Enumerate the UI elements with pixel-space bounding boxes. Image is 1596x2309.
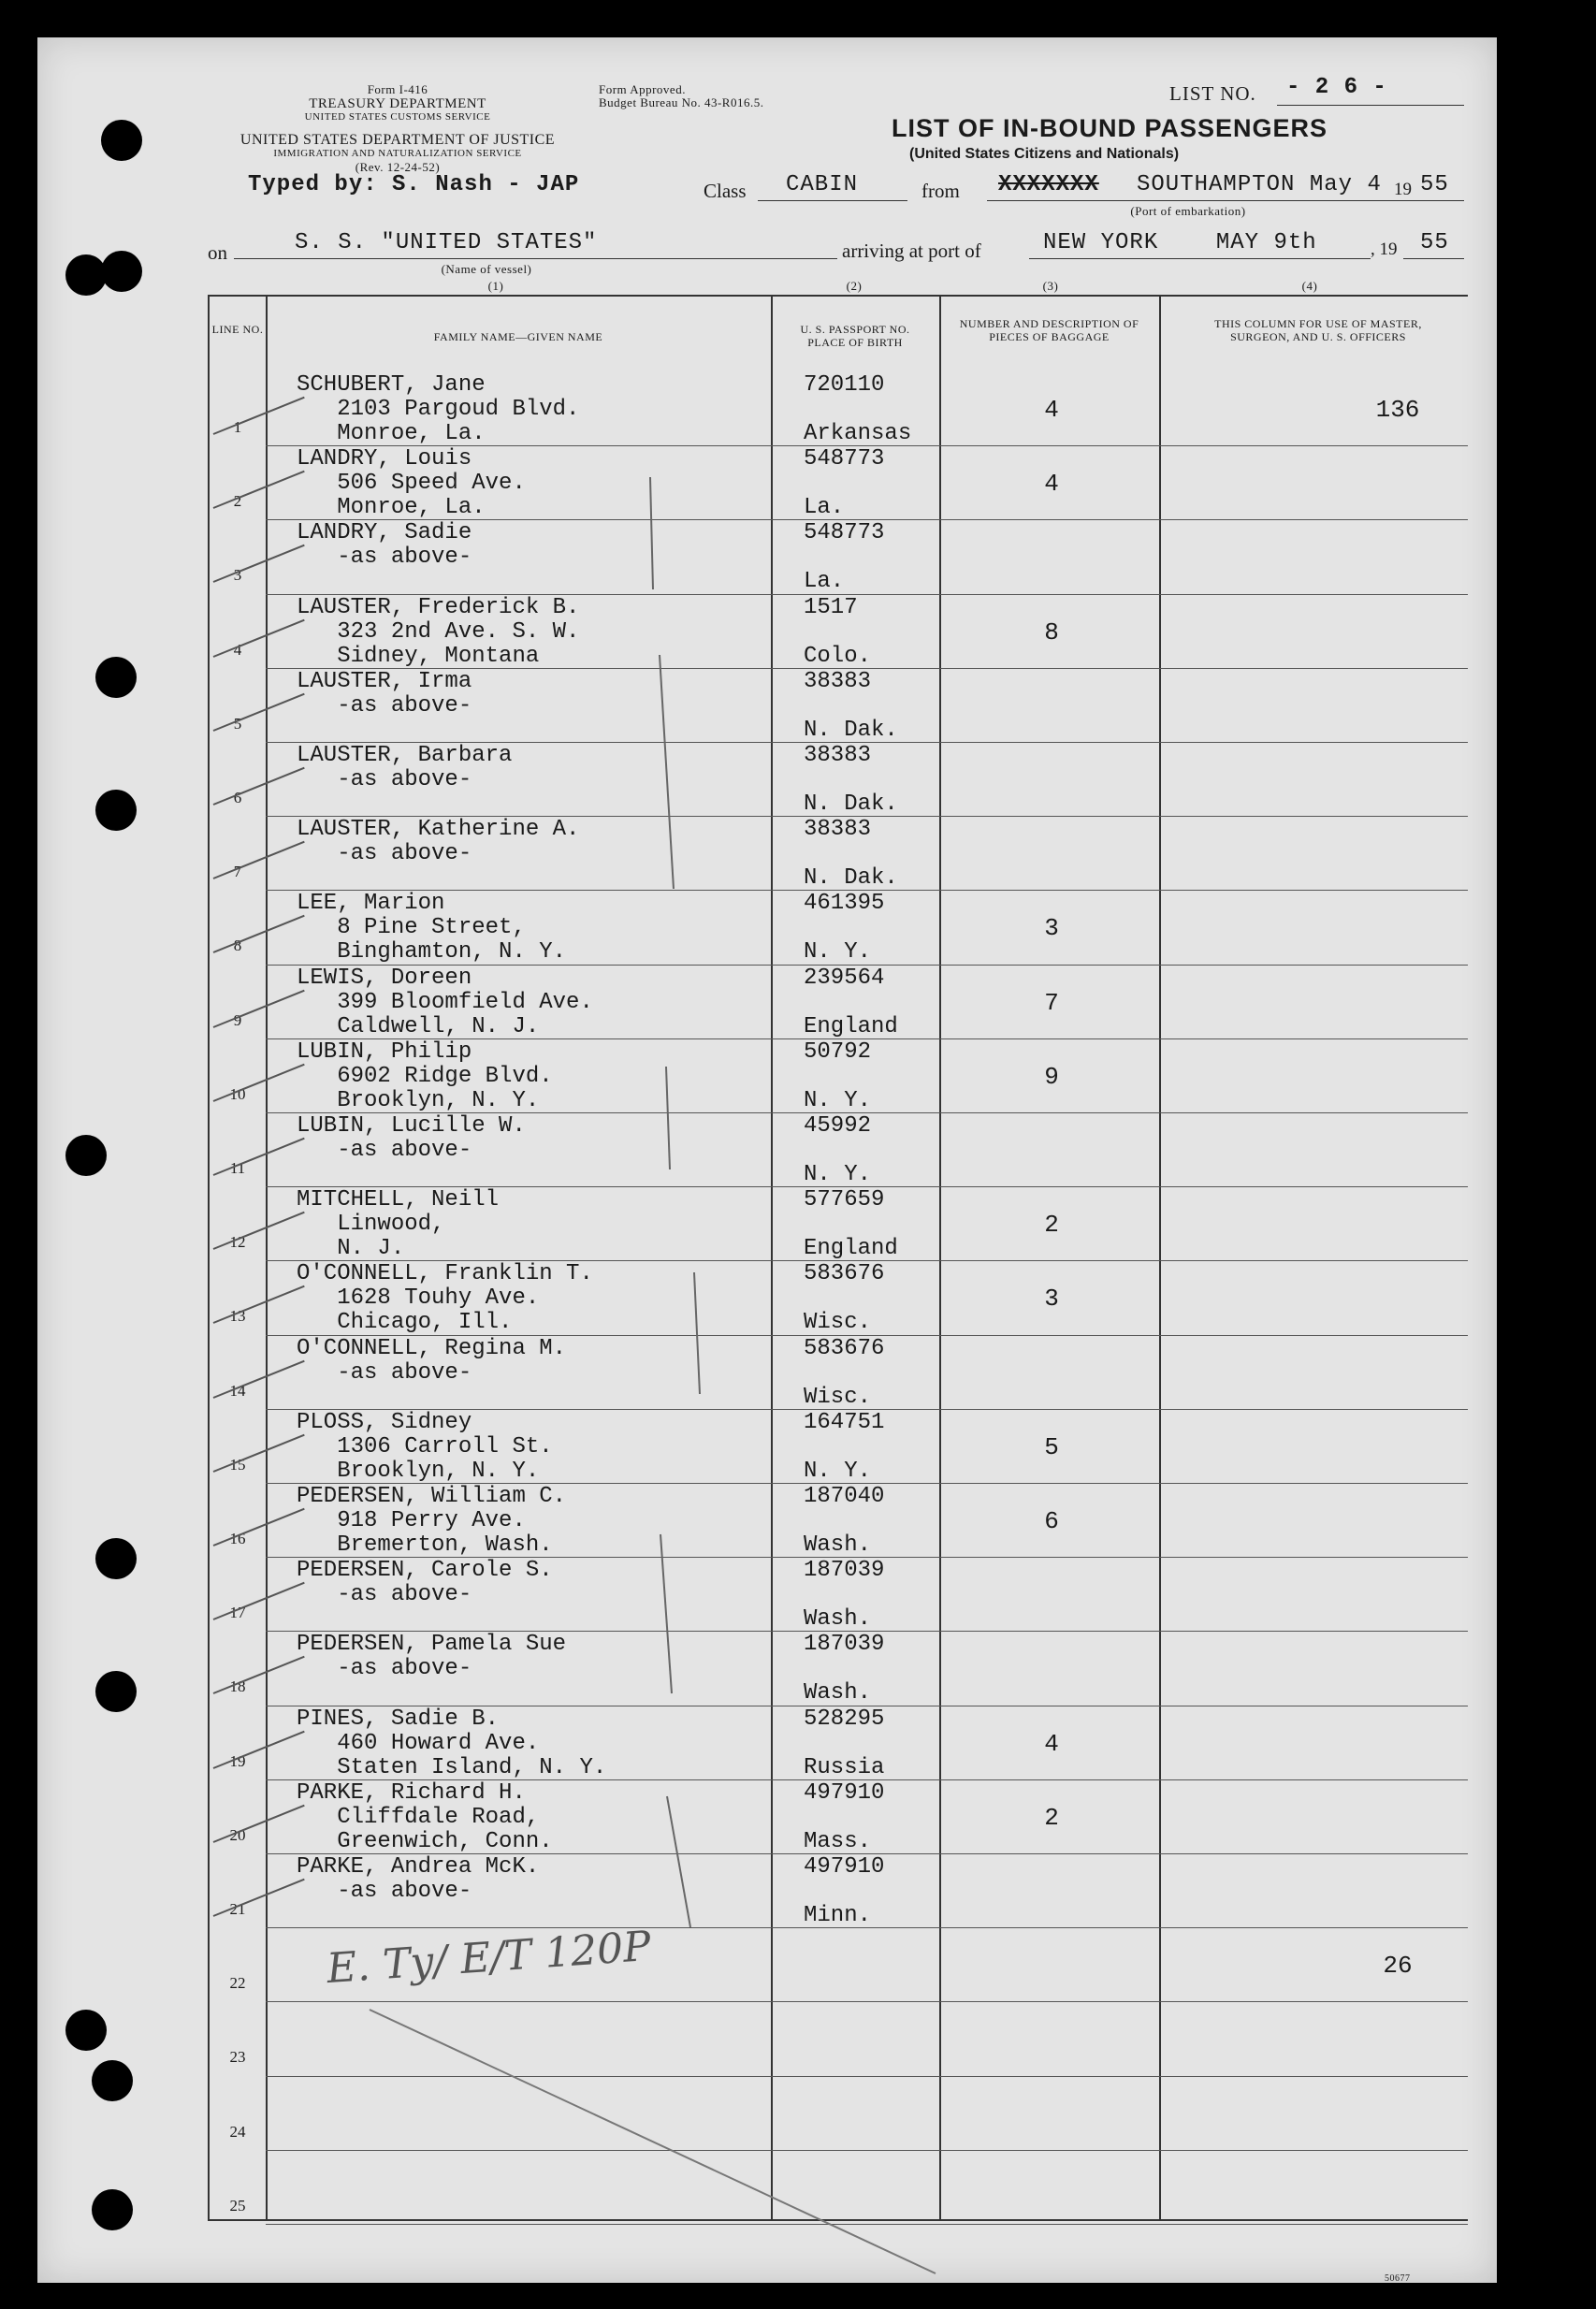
line-number: 22 — [229, 1974, 246, 1993]
passport-birthplace: 577659 England — [804, 1187, 898, 1262]
passport-birthplace: 187039 Wash. — [804, 1632, 885, 1706]
line-number: 23 — [229, 2048, 246, 2067]
from-year: 55 — [1420, 172, 1449, 197]
line-number: 14 — [229, 1381, 246, 1400]
line-number: 25 — [229, 2196, 246, 2215]
passenger-name: LEWIS, Doreen 399 Bloomfield Ave. Caldwell, N. J. — [297, 965, 593, 1039]
passenger-name: SCHUBERT, Jane 2103 Pargoud Blvd. Monroe, La. — [297, 372, 580, 446]
vessel-caption: (Name of vessel) — [441, 262, 532, 276]
line-number: 10 — [229, 1084, 246, 1103]
passenger-name: PARKE, Andrea McK. -as above- — [297, 1854, 540, 1904]
passport-birthplace: 461395 N. Y. — [804, 891, 885, 966]
line-number: 18 — [229, 1677, 246, 1696]
baggage-count: 2 — [1044, 1211, 1059, 1240]
col-num-1: (1) — [487, 279, 504, 293]
from-label: from — [921, 180, 960, 202]
baggage-count: 4 — [1044, 470, 1059, 499]
customs-service: UNITED STATES CUSTOMS SERVICE — [304, 111, 491, 123]
line-number: 17 — [229, 1604, 246, 1622]
passport-birthplace: 164751 N. Y. — [804, 1409, 885, 1484]
passenger-name: PEDERSEN, Pamela Sue -as above- — [297, 1632, 567, 1682]
baggage-count: 4 — [1044, 396, 1059, 424]
arrival-port: NEW YORK MAY 9th — [1043, 230, 1317, 255]
baggage-count: 8 — [1044, 617, 1059, 646]
passenger-name: PARKE, Richard H. Cliffdale Road, Greenwich, Conn. — [297, 1779, 553, 1854]
col-num-4: (4) — [1301, 279, 1318, 293]
passenger-name: LANDRY, Louis 506 Speed Ave. Monroe, La. — [297, 446, 526, 521]
passenger-name: LANDRY, Sadie -as above- — [297, 520, 472, 571]
typed-by: Typed by: S. Nash - JAP — [248, 172, 580, 197]
passport-birthplace: 548773 La. — [804, 520, 885, 595]
passport-birthplace: 497910 Minn. — [804, 1854, 885, 1928]
passport-birthplace: 50792 N. Y. — [804, 1038, 872, 1113]
line-number: 21 — [229, 1900, 246, 1918]
line-number: 8 — [233, 937, 242, 955]
passport-birthplace: 187039 Wash. — [804, 1558, 885, 1633]
col-num-2: (2) — [846, 279, 863, 293]
line-number: 4 — [233, 640, 242, 659]
form-title: LIST OF IN-BOUND PASSENGERS — [892, 114, 1328, 142]
passenger-name: LUBIN, Philip 6902 Ridge Blvd. Brooklyn, N. Y. — [297, 1038, 553, 1113]
passport-birthplace: 1517 Colo. — [804, 594, 872, 669]
col-num-3: (3) — [1042, 279, 1059, 293]
list-no-value: - 2 6 - — [1286, 75, 1387, 100]
line-number: 19 — [229, 1751, 246, 1770]
header-line-no: LINE NO. — [211, 323, 264, 336]
passport-birthplace: 38383 N. Dak. — [804, 668, 898, 743]
passenger-name: LUBIN, Lucille W. -as above- — [297, 1113, 526, 1163]
port-of-embarkation: SOUTHAMPTON May 4 — [1137, 172, 1382, 197]
class-value: CABIN — [786, 172, 859, 197]
passport-birthplace: 239564 England — [804, 965, 898, 1039]
baggage-count: 7 — [1044, 988, 1059, 1017]
baggage-count: 9 — [1044, 1062, 1059, 1091]
line-number: 24 — [229, 2122, 246, 2141]
passport-birthplace: 583676 Wisc. — [804, 1261, 885, 1336]
line-number: 13 — [229, 1307, 246, 1326]
passenger-name: LAUSTER, Barbara -as above- — [297, 743, 513, 792]
form-subtitle: (United States Citizens and Nationals) — [909, 146, 1180, 162]
handwritten-note: E. Ty/ E/T 120P — [325, 1922, 653, 1994]
line-number: 15 — [229, 1455, 246, 1474]
justice-dept: UNITED STATES DEPARTMENT OF JUSTICE — [239, 132, 556, 148]
line-number: 5 — [233, 714, 242, 733]
arrival-year: 55 — [1420, 230, 1449, 255]
form-approved: Form Approved. — [599, 82, 686, 96]
passport-birthplace: 583676 Wisc. — [804, 1335, 885, 1410]
passport-birthplace: 45992 N. Y. — [804, 1113, 872, 1187]
passenger-name: MITCHELL, Neill Linwood, N. J. — [297, 1187, 500, 1262]
passport-birthplace: 187040 Wash. — [804, 1484, 885, 1558]
baggage-count: 5 — [1044, 1432, 1059, 1461]
passenger-name: PEDERSEN, William C. 918 Perry Ave. Bremerton, Wash. — [297, 1484, 567, 1558]
passenger-name: PLOSS, Sidney 1306 Carroll St. Brooklyn, N. Y. — [297, 1409, 553, 1484]
passenger-name: LEE, Marion 8 Pine Street, Binghamton, N. Y. — [297, 891, 567, 966]
line-number: 3 — [233, 566, 242, 585]
port-embarkation-caption: (Port of embarkation) — [1130, 204, 1246, 218]
passenger-name: PEDERSEN, Carole S. -as above- — [297, 1558, 553, 1608]
baggage-count: 2 — [1044, 1803, 1059, 1832]
passenger-name: O'CONNELL, Regina M. -as above- — [297, 1335, 567, 1386]
passenger-name: PINES, Sadie B. 460 Howard Ave. Staten Island, N. Y. — [297, 1706, 607, 1780]
line-number: 12 — [229, 1233, 246, 1252]
form-number: Form I-416 — [367, 82, 428, 96]
line-number: 16 — [229, 1530, 246, 1547]
passport-birthplace: 497910 Mass. — [804, 1779, 885, 1854]
treasury-dept: TREASURY DEPARTMENT — [309, 96, 486, 111]
from-year-prefix: 19 — [1394, 180, 1412, 199]
line-number: 2 — [233, 492, 242, 511]
arrival-year-prefix: , 19 — [1371, 240, 1398, 259]
line-number: 20 — [229, 1825, 246, 1844]
line-number: 11 — [229, 1159, 246, 1177]
from-struck: XXXXXXX — [998, 172, 1099, 197]
footer-code: 50677 — [1385, 2273, 1411, 2284]
line-number: 9 — [233, 1010, 242, 1029]
header-passport: U. S. PASSPORT NO. PLACE OF BIRTH — [800, 323, 910, 349]
budget-bureau: Budget Bureau No. 43-R016.5. — [599, 95, 764, 109]
passenger-name: LAUSTER, Frederick B. 323 2nd Ave. S. W. Sidney, Montana — [297, 594, 580, 669]
passport-birthplace: 528295 Russia — [804, 1706, 885, 1780]
baggage-count: 6 — [1044, 1507, 1059, 1535]
header-officers: THIS COLUMN FOR USE OF MASTER, SURGEON, AND U. S. OFFICERS — [1214, 317, 1422, 343]
header-family-name: FAMILY NAME—GIVEN NAME — [433, 330, 603, 343]
passenger-name: LAUSTER, Katherine A. -as above- — [297, 817, 580, 867]
officer-note: 136 — [1375, 396, 1420, 424]
line-number: 6 — [233, 789, 242, 806]
line-number: 1 — [233, 418, 242, 436]
on-label: on — [208, 241, 227, 264]
baggage-count: 3 — [1044, 914, 1059, 943]
list-no-label: LIST NO. — [1169, 82, 1256, 105]
header-baggage: NUMBER AND DESCRIPTION OF PIECES OF BAGGAGE — [959, 317, 1139, 343]
passenger-name: LAUSTER, Irma -as above- — [297, 668, 472, 719]
passport-birthplace: 720110 Arkansas — [804, 372, 912, 446]
vessel-name: S. S. "UNITED STATES" — [295, 230, 598, 255]
passport-birthplace: 548773 La. — [804, 446, 885, 521]
passport-birthplace: 38383 N. Dak. — [804, 817, 898, 892]
immigration-service: IMMIGRATION AND NATURALIZATION SERVICE — [273, 148, 522, 159]
revision-date: (Rev. 12-24-52) — [355, 160, 441, 174]
class-label: Class — [704, 180, 747, 202]
arriving-label: arriving at port of — [842, 240, 981, 262]
passenger-name: O'CONNELL, Franklin T. 1628 Touhy Ave. Chicago, Ill. — [297, 1261, 593, 1336]
line-number: 7 — [233, 863, 242, 881]
baggage-count: 3 — [1044, 1285, 1059, 1314]
passport-birthplace: 38383 N. Dak. — [804, 743, 898, 817]
officer-note: 26 — [1383, 1952, 1413, 1981]
baggage-count: 4 — [1044, 1729, 1059, 1758]
